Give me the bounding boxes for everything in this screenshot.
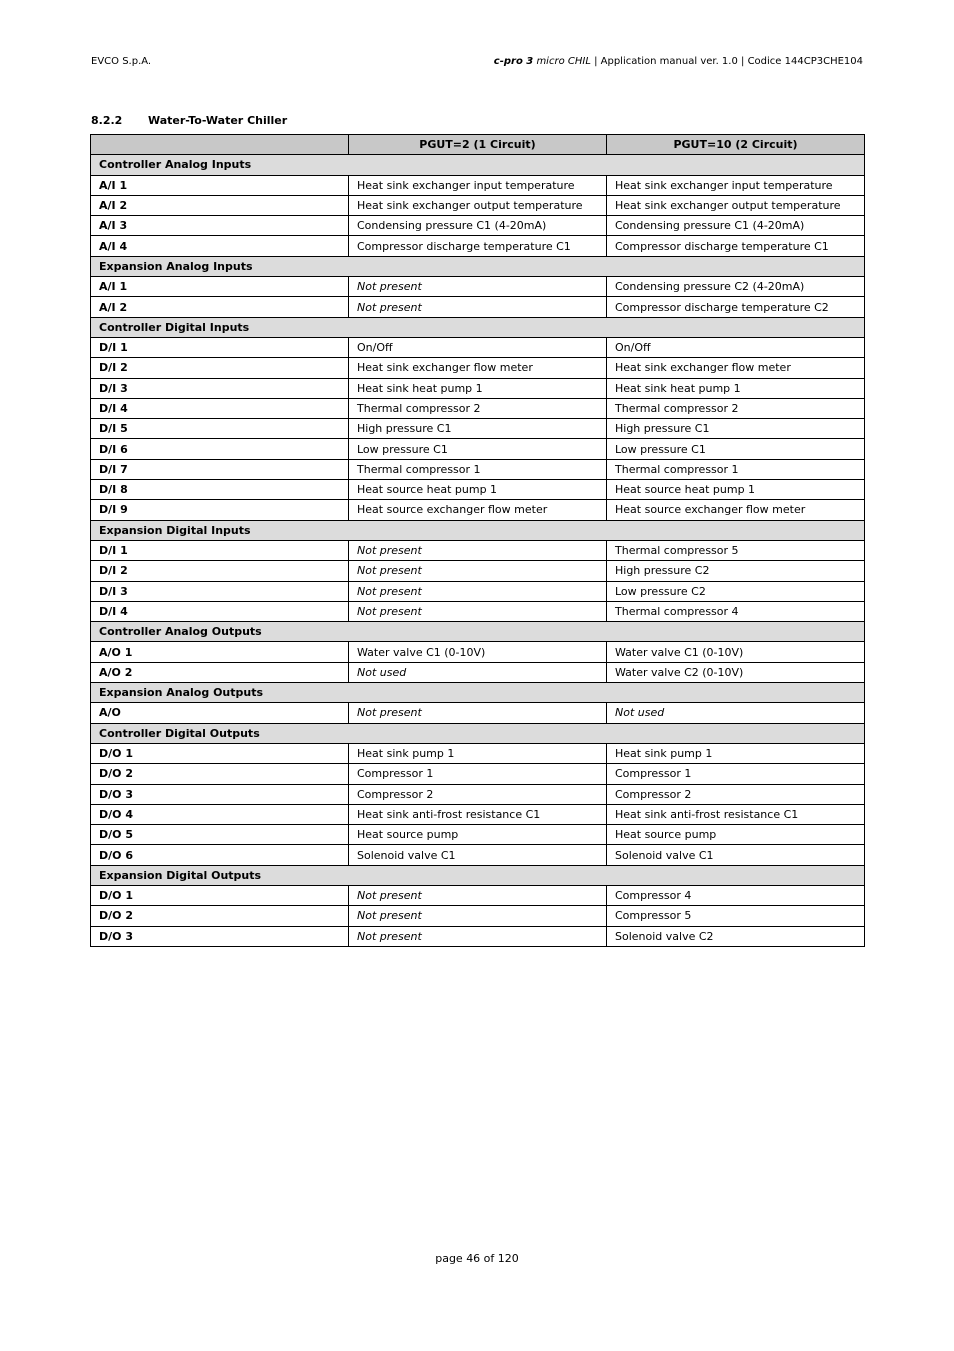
pgut-10-cell: Thermal compressor 1 bbox=[607, 459, 865, 479]
pgut-10-cell: Heat sink exchanger output temperature bbox=[607, 195, 865, 215]
io-id-cell: A/O 1 bbox=[91, 642, 349, 662]
pgut-2-cell: Solenoid valve C1 bbox=[349, 845, 607, 865]
table-group-row bbox=[91, 683, 865, 703]
header-product-italic: micro CHIL bbox=[533, 56, 591, 67]
pgut-10-cell: Heat source exchanger flow meter bbox=[607, 500, 865, 520]
pgut-2-cell: Heat sink anti-frost resistance C1 bbox=[349, 804, 607, 824]
header-document-info bbox=[494, 56, 863, 67]
pgut-2-cell: Compressor 2 bbox=[349, 784, 607, 804]
table-header-row bbox=[91, 135, 865, 155]
table-group-row bbox=[91, 256, 865, 276]
group-title: Controller Analog Outputs bbox=[91, 622, 865, 642]
table-row bbox=[91, 885, 865, 905]
table-row bbox=[91, 804, 865, 824]
table-row bbox=[91, 743, 865, 763]
io-id-cell: A/I 2 bbox=[91, 195, 349, 215]
pgut-10-cell: Condensing pressure C2 (4-20mA) bbox=[607, 277, 865, 297]
pgut-10-cell: Water valve C1 (0-10V) bbox=[607, 642, 865, 662]
table-row bbox=[91, 480, 865, 500]
section-title: Water-To-Water Chiller bbox=[148, 114, 288, 127]
pgut-2-cell: Not present bbox=[349, 926, 607, 946]
pgut-10-cell: Thermal compressor 2 bbox=[607, 398, 865, 418]
table-row bbox=[91, 459, 865, 479]
header-product-bold: c-pro 3 bbox=[493, 56, 534, 67]
pgut-2-cell: Not present bbox=[349, 581, 607, 601]
table-row bbox=[91, 195, 865, 215]
pgut-10-cell: Heat sink exchanger flow meter bbox=[607, 358, 865, 378]
pgut-2-cell: Not present bbox=[349, 885, 607, 905]
group-title: Controller Digital Outputs bbox=[91, 723, 865, 743]
table-group-row bbox=[91, 155, 865, 175]
table-row bbox=[91, 337, 865, 357]
pgut-10-cell: Heat source pump bbox=[607, 825, 865, 845]
table-row bbox=[91, 662, 865, 682]
io-id-cell: A/O 2 bbox=[91, 662, 349, 682]
table-row bbox=[91, 439, 865, 459]
io-id-cell: D/I 1 bbox=[91, 540, 349, 560]
group-title: Expansion Digital Outputs bbox=[91, 865, 865, 885]
pgut-10-cell: Heat source heat pump 1 bbox=[607, 480, 865, 500]
table-row bbox=[91, 358, 865, 378]
pgut-2-cell: Thermal compressor 1 bbox=[349, 459, 607, 479]
pgut-2-cell: Water valve C1 (0-10V) bbox=[349, 642, 607, 662]
io-id-cell: D/I 6 bbox=[91, 439, 349, 459]
table-row bbox=[91, 926, 865, 946]
table-row bbox=[91, 642, 865, 662]
table-row bbox=[91, 906, 865, 926]
table-row bbox=[91, 175, 865, 195]
io-id-cell: D/O 2 bbox=[91, 906, 349, 926]
pgut-2-cell: Heat sink exchanger input temperature bbox=[349, 175, 607, 195]
io-id-cell: A/I 2 bbox=[91, 297, 349, 317]
pgut-10-cell: Heat sink heat pump 1 bbox=[607, 378, 865, 398]
section-heading bbox=[91, 114, 287, 127]
page-number: page 46 of 120 bbox=[435, 1252, 519, 1265]
pgut-10-cell: Heat sink pump 1 bbox=[607, 743, 865, 763]
pgut-2-cell: Not present bbox=[349, 277, 607, 297]
io-id-cell: A/I 1 bbox=[91, 277, 349, 297]
column-header-id bbox=[91, 135, 349, 155]
io-id-cell: D/I 2 bbox=[91, 358, 349, 378]
io-id-cell: D/I 4 bbox=[91, 398, 349, 418]
pgut-10-cell: Condensing pressure C1 (4-20mA) bbox=[607, 216, 865, 236]
io-id-cell: D/I 7 bbox=[91, 459, 349, 479]
pgut-2-cell: Heat sink pump 1 bbox=[349, 743, 607, 763]
table-group-row bbox=[91, 520, 865, 540]
pgut-10-cell: Compressor 2 bbox=[607, 784, 865, 804]
table-group-row bbox=[91, 865, 865, 885]
pgut-10-cell: Heat sink exchanger input temperature bbox=[607, 175, 865, 195]
pgut-2-cell: Compressor 1 bbox=[349, 764, 607, 784]
io-id-cell: D/I 3 bbox=[91, 378, 349, 398]
pgut-2-cell: Not present bbox=[349, 561, 607, 581]
pgut-10-cell: Compressor discharge temperature C2 bbox=[607, 297, 865, 317]
pgut-10-cell: Compressor 5 bbox=[607, 906, 865, 926]
pgut-2-cell: Not present bbox=[349, 906, 607, 926]
pgut-2-cell: Heat sink exchanger output temperature bbox=[349, 195, 607, 215]
pgut-10-cell: On/Off bbox=[607, 337, 865, 357]
group-title: Controller Digital Inputs bbox=[91, 317, 865, 337]
table-body bbox=[91, 155, 865, 947]
table-row bbox=[91, 297, 865, 317]
pgut-2-cell: Not present bbox=[349, 540, 607, 560]
table-row bbox=[91, 500, 865, 520]
table-group-row bbox=[91, 622, 865, 642]
table-row bbox=[91, 703, 865, 723]
io-id-cell: D/O 2 bbox=[91, 764, 349, 784]
pgut-2-cell: Not used bbox=[349, 662, 607, 682]
pgut-2-cell: High pressure C1 bbox=[349, 419, 607, 439]
io-id-cell: D/O 3 bbox=[91, 926, 349, 946]
table-row bbox=[91, 236, 865, 256]
pgut-10-cell: Low pressure C1 bbox=[607, 439, 865, 459]
pgut-10-cell: Low pressure C2 bbox=[607, 581, 865, 601]
table-row bbox=[91, 378, 865, 398]
column-header-pgut-2: PGUT=2 (1 Circuit) bbox=[349, 135, 607, 155]
table-row bbox=[91, 764, 865, 784]
pgut-2-cell: Low pressure C1 bbox=[349, 439, 607, 459]
pgut-2-cell: On/Off bbox=[349, 337, 607, 357]
pgut-10-cell: Heat sink anti-frost resistance C1 bbox=[607, 804, 865, 824]
pgut-2-cell: Heat source heat pump 1 bbox=[349, 480, 607, 500]
pgut-10-cell: Compressor discharge temperature C1 bbox=[607, 236, 865, 256]
table-row bbox=[91, 277, 865, 297]
pgut-10-cell: Not used bbox=[607, 703, 865, 723]
pgut-2-cell: Heat source pump bbox=[349, 825, 607, 845]
table-row bbox=[91, 845, 865, 865]
io-id-cell: A/I 3 bbox=[91, 216, 349, 236]
pgut-2-cell: Heat source exchanger flow meter bbox=[349, 500, 607, 520]
pgut-2-cell: Condensing pressure C1 (4-20mA) bbox=[349, 216, 607, 236]
pgut-10-cell: Water valve C2 (0-10V) bbox=[607, 662, 865, 682]
io-id-cell: D/O 5 bbox=[91, 825, 349, 845]
column-header-pgut-10: PGUT=10 (2 Circuit) bbox=[607, 135, 865, 155]
table-group-row bbox=[91, 317, 865, 337]
io-id-cell: A/O bbox=[91, 703, 349, 723]
pgut-10-cell: High pressure C2 bbox=[607, 561, 865, 581]
table-row bbox=[91, 601, 865, 621]
io-id-cell: D/O 6 bbox=[91, 845, 349, 865]
io-id-cell: D/O 1 bbox=[91, 743, 349, 763]
pgut-10-cell: Thermal compressor 4 bbox=[607, 601, 865, 621]
table-row bbox=[91, 540, 865, 560]
io-id-cell: D/I 4 bbox=[91, 601, 349, 621]
io-assignment-table bbox=[90, 134, 865, 947]
pgut-2-cell: Compressor discharge temperature C1 bbox=[349, 236, 607, 256]
io-id-cell: D/I 3 bbox=[91, 581, 349, 601]
io-id-cell: D/I 2 bbox=[91, 561, 349, 581]
table-row bbox=[91, 398, 865, 418]
table-row bbox=[91, 561, 865, 581]
pgut-2-cell: Not present bbox=[349, 297, 607, 317]
io-id-cell: D/I 9 bbox=[91, 500, 349, 520]
io-id-cell: A/I 1 bbox=[91, 175, 349, 195]
section-number: 8.2.2 bbox=[91, 114, 123, 127]
pgut-2-cell: Thermal compressor 2 bbox=[349, 398, 607, 418]
io-id-cell: A/I 4 bbox=[91, 236, 349, 256]
pgut-2-cell: Heat sink exchanger flow meter bbox=[349, 358, 607, 378]
pgut-10-cell: Solenoid valve C2 bbox=[607, 926, 865, 946]
table-row bbox=[91, 825, 865, 845]
pgut-10-cell: Compressor 1 bbox=[607, 764, 865, 784]
pgut-10-cell: Thermal compressor 5 bbox=[607, 540, 865, 560]
pgut-2-cell: Not present bbox=[349, 703, 607, 723]
header-company: EVCO S.p.A. bbox=[91, 56, 152, 67]
table-group-row bbox=[91, 723, 865, 743]
table-row bbox=[91, 419, 865, 439]
table-row bbox=[91, 784, 865, 804]
pgut-10-cell: High pressure C1 bbox=[607, 419, 865, 439]
pgut-2-cell: Heat sink heat pump 1 bbox=[349, 378, 607, 398]
io-id-cell: D/I 5 bbox=[91, 419, 349, 439]
pgut-10-cell: Compressor 4 bbox=[607, 885, 865, 905]
pgut-2-cell: Not present bbox=[349, 601, 607, 621]
io-id-cell: D/O 4 bbox=[91, 804, 349, 824]
group-title: Expansion Analog Inputs bbox=[91, 256, 865, 276]
group-title: Controller Analog Inputs bbox=[91, 155, 865, 175]
io-id-cell: D/I 8 bbox=[91, 480, 349, 500]
group-title: Expansion Analog Outputs bbox=[91, 683, 865, 703]
io-id-cell: D/O 1 bbox=[91, 885, 349, 905]
header-manual-info: | Application manual ver. 1.0 | Codice 144CP3CHE104 bbox=[590, 56, 863, 67]
io-id-cell: D/I 1 bbox=[91, 337, 349, 357]
table-row bbox=[91, 216, 865, 236]
table-row bbox=[91, 581, 865, 601]
group-title: Expansion Digital Inputs bbox=[91, 520, 865, 540]
pgut-10-cell: Solenoid valve C1 bbox=[607, 845, 865, 865]
io-id-cell: D/O 3 bbox=[91, 784, 349, 804]
